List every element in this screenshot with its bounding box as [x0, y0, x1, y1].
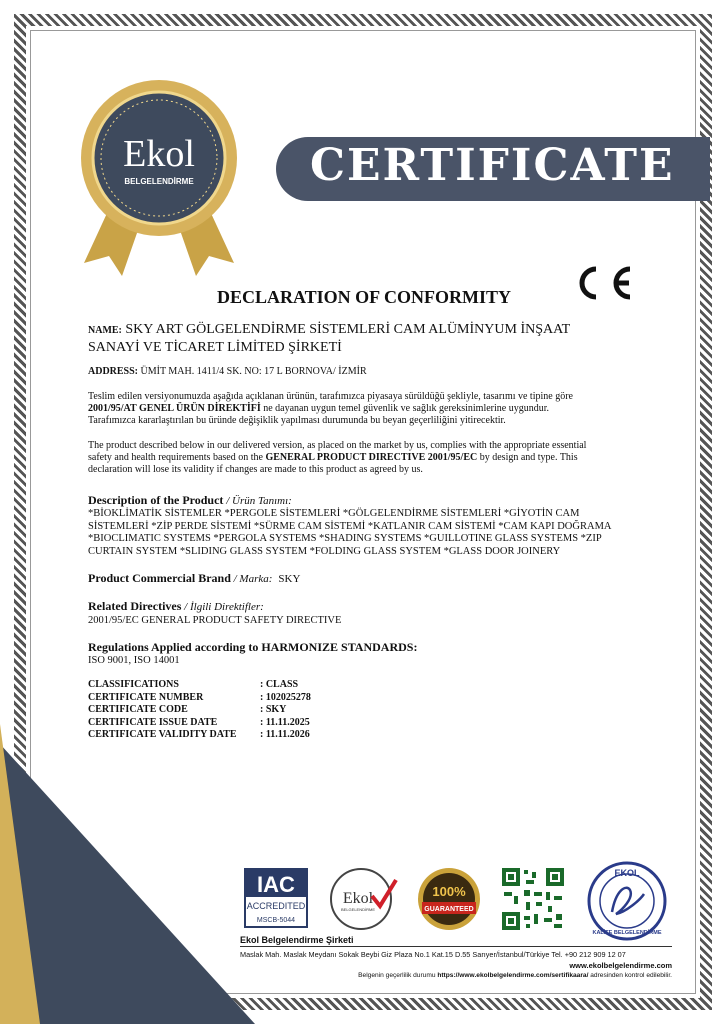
address-block — [88, 365, 367, 378]
footer-address: Maslak Mah. Maslak Meydanı Sokak Beybi Giz Plaza No.1 Kat.15 D.55 Sarıyer/İstanbul/Türkiye Tel. +90 212 909 12 07 — [240, 950, 626, 959]
description-label-tr: / Ürün Tanımı: — [223, 495, 292, 507]
svg-text:GUARANTEED: GUARANTEED — [424, 906, 474, 913]
product-description — [88, 494, 648, 558]
directives-value: 2001/95/EC GENERAL PRODUCT SAFETY DIRECTIVE — [88, 615, 342, 626]
classification-value: : 11.11.2026 — [260, 729, 310, 740]
ce-mark-icon — [572, 264, 634, 302]
svg-text:100%: 100% — [432, 884, 466, 899]
turkish-line2-rest: ne dayanan uygun temel güvenlik ve sağlık gereksinimlerine uygundur. — [260, 403, 549, 414]
classification-key: CERTIFICATE ISSUE DATE — [88, 716, 218, 728]
turkish-statement — [88, 391, 648, 427]
regulations-value: ISO 9001, ISO 14001 — [88, 655, 180, 666]
svg-text:KALİTE BELGELENDİRME: KALİTE BELGELENDİRME — [592, 930, 662, 936]
english-statement — [88, 440, 648, 476]
address-value: ÜMİT MAH. 1411/4 SK. NO: 17 L BORNOVA/ İZMİR — [140, 366, 367, 377]
english-line2b: by design and type. This — [477, 452, 578, 463]
description-line: SİSTEMLERİ *ZİP PERDE SİSTEMİ *SÜRME CAM SİSTEMİ *KATLANIR CAM SİSTEMİ *CAM KAPI DOĞRAMA — [88, 520, 612, 532]
directives-label-tr: / İlgili Direktifler: — [181, 601, 264, 613]
classification-value: : 11.11.2025 — [260, 716, 310, 728]
regulations-block — [88, 641, 417, 667]
classification-key: CERTIFICATE VALIDITY DATE — [88, 729, 237, 740]
certificate-banner-title: CERTIFICATE — [310, 140, 675, 191]
svg-text:BELGELENDİRME: BELGELENDİRME — [340, 907, 376, 912]
ekol-stamp — [586, 860, 668, 942]
guarantee-badge — [416, 866, 482, 932]
svg-text:EKOL: EKOL — [614, 868, 640, 878]
qr-code[interactable] — [500, 866, 566, 932]
classification-row — [88, 717, 311, 730]
footer-website-link[interactable]: www.ekolbelgelendirme.com — [569, 961, 672, 970]
turkish-line1: Teslim edilen versiyonumuzda aşağıda açıklanan ürünün, tarafımızca piyasaya sürüldüğü şekliyle, tasarımı ve tipine göre — [88, 391, 573, 402]
description-label: Description of the Product — [88, 493, 224, 507]
classification-key: CERTIFICATE NUMBER — [88, 691, 204, 703]
seal-brand-text: Ekol — [123, 133, 195, 175]
classification-key: CLASSIFICATIONS — [88, 679, 179, 690]
address-label: ADDRESS: — [88, 366, 139, 377]
name-label: NAME: — [88, 325, 122, 336]
classification-value: : 102025278 — [260, 691, 311, 703]
ekol-check-logo — [328, 866, 398, 932]
footer-verification-note: Belgenin geçerlilik durumu https://www.ekolbelgelendirme.com/sertifikaara/ adresinden kontrol edilebilir. — [358, 972, 672, 979]
classification-row — [88, 679, 311, 692]
company-name-line2: SANAYİ VE TİCARET LİMİTED ŞİRKETİ — [88, 340, 342, 355]
english-line1: The product described below in our delivered version, as placed on the market by us, complies with the appropriate essential — [88, 440, 587, 451]
brand-label: Product Commercial Brand — [88, 571, 231, 585]
brand-value: SKY — [278, 573, 301, 585]
svg-text:ACCREDITED: ACCREDITED — [246, 901, 306, 911]
classification-table — [88, 679, 311, 742]
directives-block — [88, 600, 341, 627]
english-directive: GENERAL PRODUCT DIRECTIVE 2001/95/EC — [265, 452, 478, 463]
turkish-line3: Tarafımızca kararlaştırılan bu üründe değişiklik yapılması durumunda bu beyan geçerliliğini yitirecektir. — [88, 415, 506, 426]
svg-text:IAC: IAC — [257, 872, 295, 897]
svg-text:Ekol: Ekol — [342, 890, 374, 907]
declaration-title: DECLARATION OF CONFORMITY — [217, 287, 512, 307]
classification-key: CERTIFICATE CODE — [88, 704, 188, 715]
ekol-seal-badge — [74, 78, 244, 278]
iac-accredited-logo — [244, 868, 308, 928]
description-line: *BIOCLIMATIC SYSTEMS *PERGOLA SYSTEMS *SHADING SYSTEMS *GUILLOTINE GLASS SYSTEMS *ZIP — [88, 533, 602, 544]
classification-row — [88, 729, 311, 742]
svg-text:MSCB-5044: MSCB-5044 — [256, 917, 296, 924]
description-line: *BİOKLİMATİK SİSTEMLER *PERGOLE SİSTEMLERİ *GÖLGELENDİRME SİSTEMLERİ *GİYOTİN CAM — [88, 508, 580, 519]
brand-block — [88, 572, 300, 586]
brand-label-tr: / Marka: — [230, 573, 273, 585]
regulations-label: Regulations Applied according to HARMONIZE STANDARDS: — [88, 640, 418, 654]
classification-row — [88, 692, 311, 705]
classification-value: : SKY — [260, 704, 287, 715]
description-line: CURTAIN SYSTEM *SLIDING GLASS SYSTEM *FOLDING GLASS SYSTEM *GLASS DOOR JOINERY — [88, 545, 561, 557]
accreditation-logos — [240, 866, 680, 936]
seal-sub-text: BELGELENDİRME — [124, 177, 194, 186]
gold-corner-decoration — [0, 724, 40, 1024]
turkish-directive: 2001/95/AT GENEL ÜRÜN DİREKTİFİ — [88, 403, 261, 414]
company-name-block — [88, 321, 570, 356]
verification-link[interactable]: https://www.ekolbelgelendirme.com/sertifikaara/ — [437, 972, 589, 979]
footer-company-name: Ekol Belgelendirme Şirketi — [240, 935, 354, 945]
company-name-line1: SKY ART GÖLGELENDİRME SİSTEMLERİ CAM ALÜMİNYUM İNŞAAT — [125, 322, 571, 337]
footer-divider — [240, 946, 672, 947]
english-line3: declaration will lose its validity if changes are made to this product as agreed by us. — [88, 464, 423, 475]
english-line2a: safety and health requirements based on the — [88, 452, 266, 463]
directives-label: Related Directives — [88, 599, 182, 613]
classification-row — [88, 704, 311, 717]
classification-value: : CLASS — [260, 679, 299, 690]
